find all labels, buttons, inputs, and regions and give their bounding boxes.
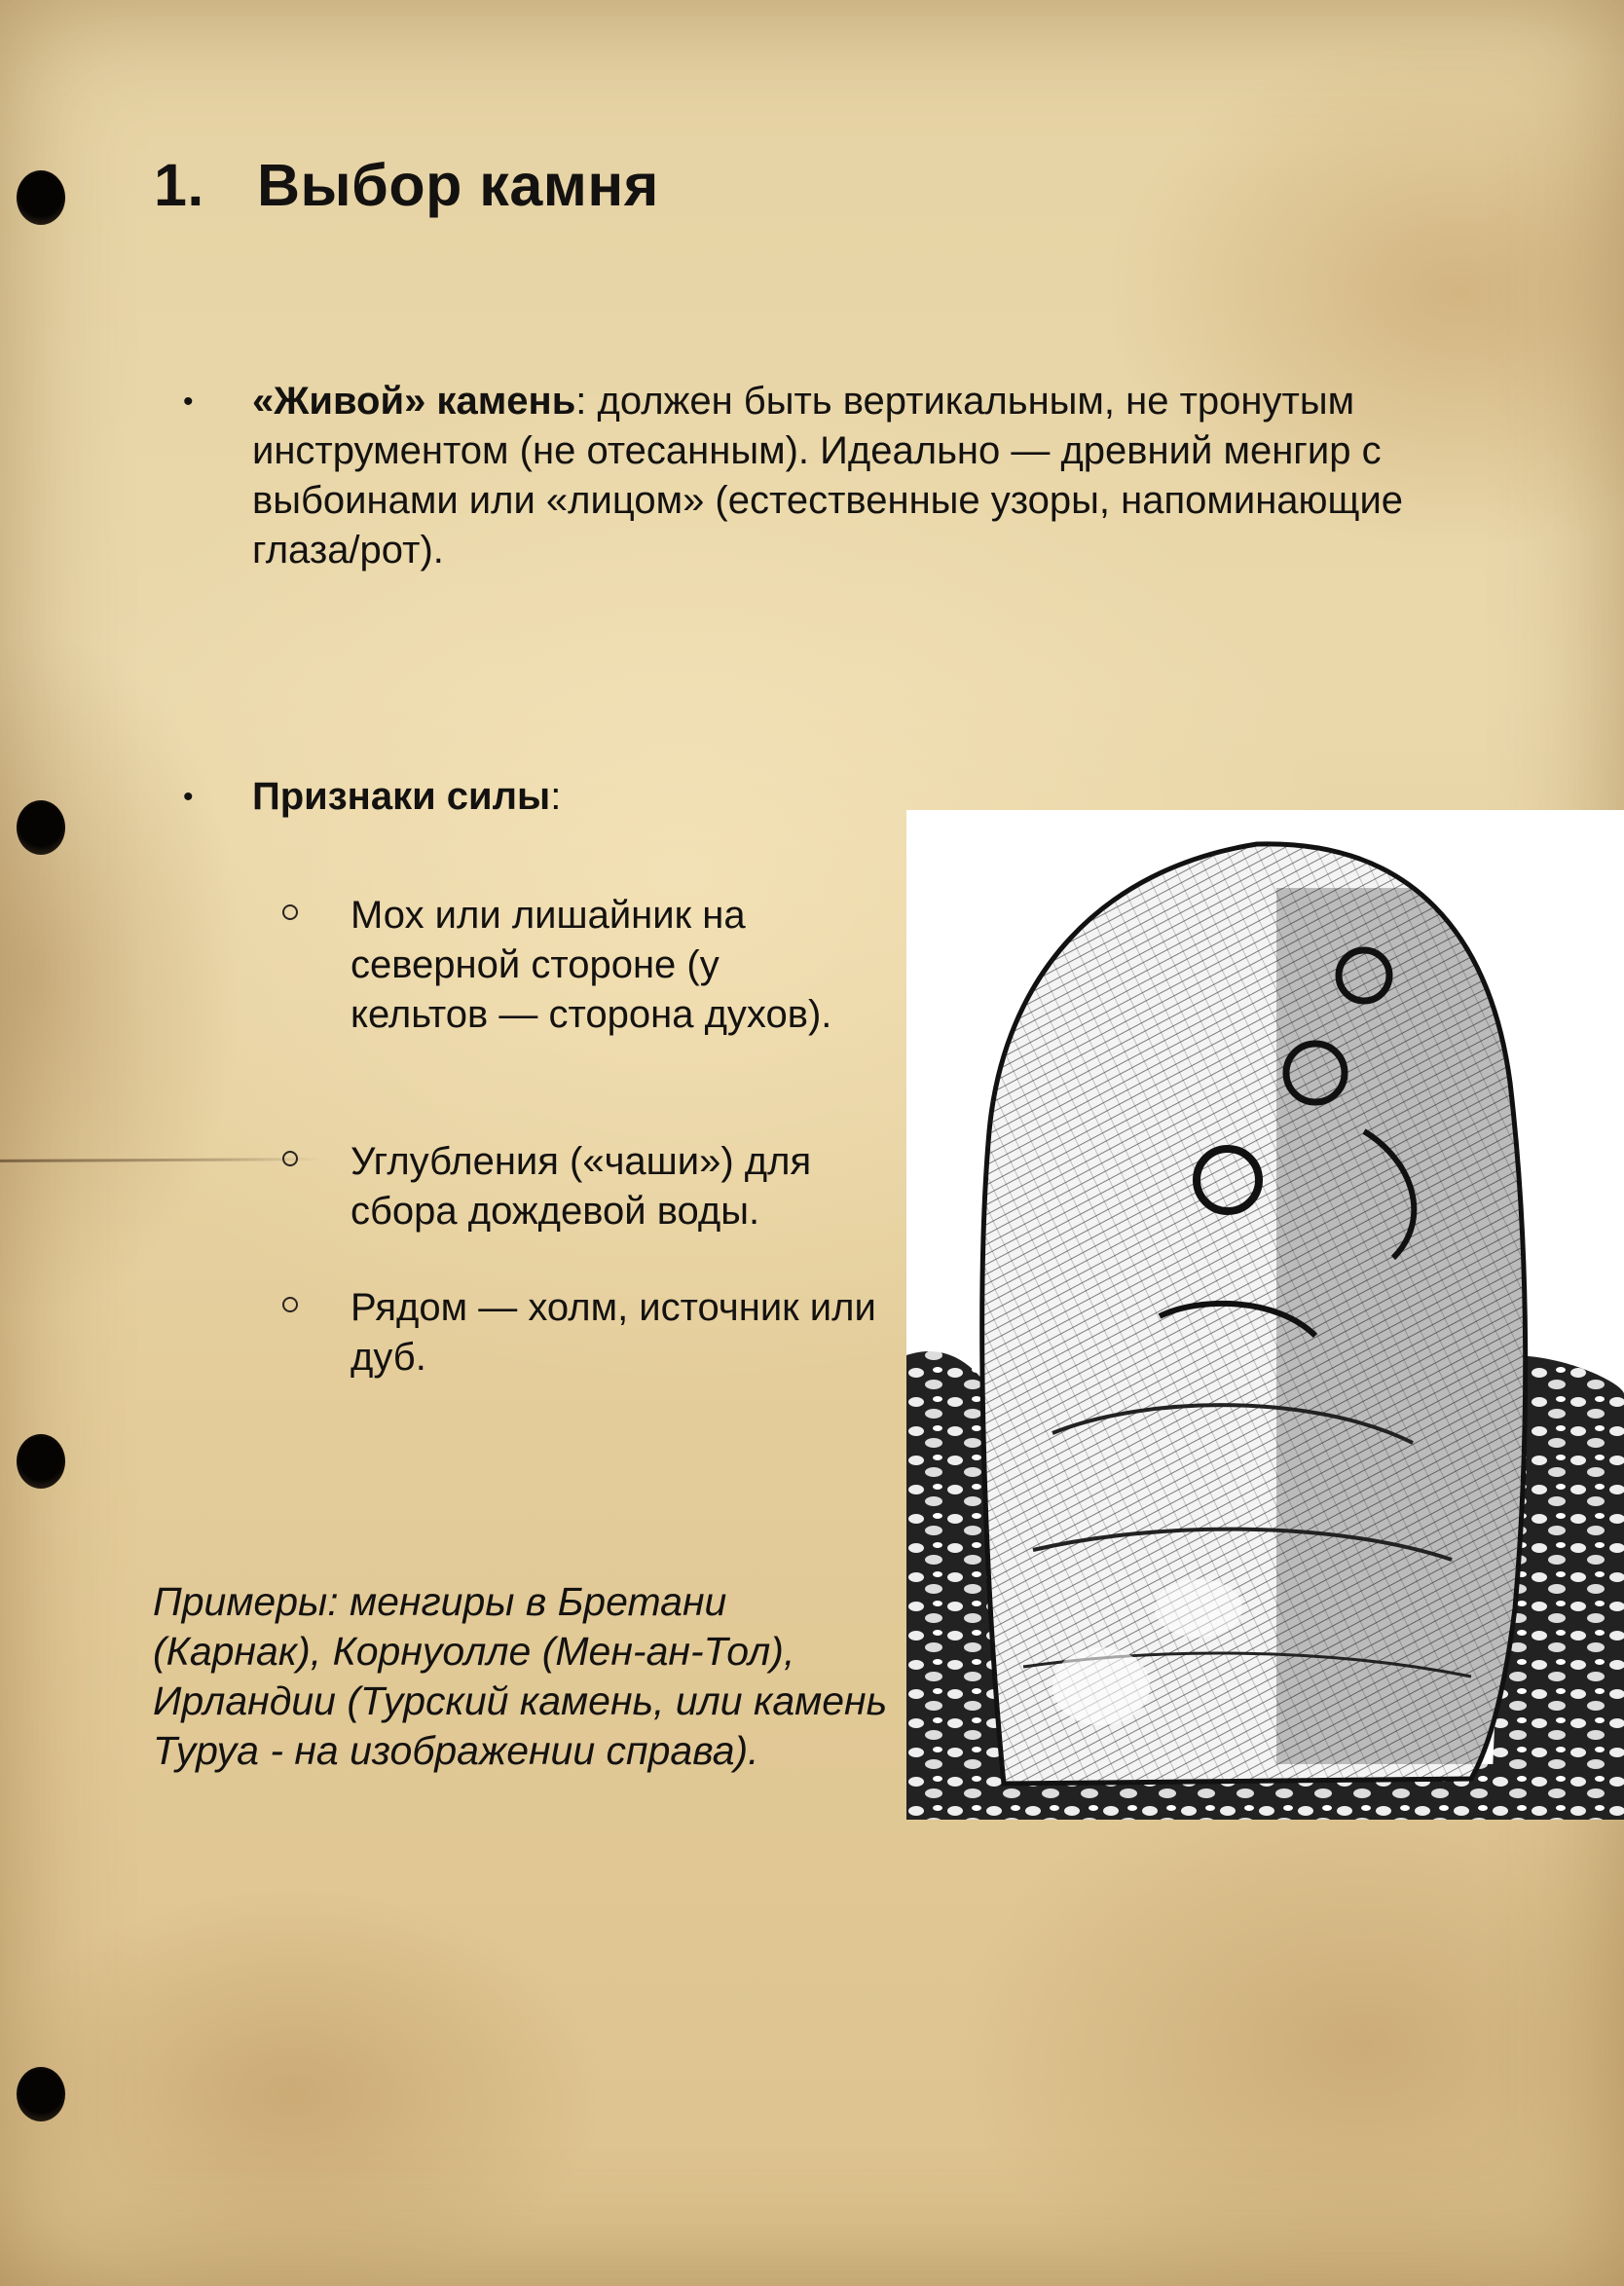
binder-hole-icon: [17, 1434, 65, 1489]
bullet-term: Признаки силы: [252, 775, 551, 818]
bullet-icon: •: [183, 781, 194, 813]
standing-stone-illustration: [906, 810, 1624, 1820]
heading-number: 1.: [154, 152, 204, 218]
list-item: [183, 377, 1459, 575]
bullet-term: «Живой» камень: [252, 380, 576, 423]
page-title: [154, 151, 659, 219]
list-item: [183, 772, 836, 822]
sub-list-item: [351, 1283, 896, 1383]
bullet-text: : должен быть вертикальным, не тронутым инструментом (не отесанным). Идеально — древний менгир с выбоинами или «лицом» (естественные узоры, напоминающие глаза/рот).: [252, 380, 1404, 572]
binder-hole-icon: [17, 2067, 65, 2121]
binder-hole-icon: [17, 800, 65, 855]
sub-list-item: [351, 1137, 876, 1236]
sub-item-text: Углубления («чаши») для сбора дождевой воды.: [351, 1140, 812, 1233]
circle-bullet-icon: [282, 1297, 298, 1312]
sub-item-text: Мох или лишайник на северной стороне (у кельтов — сторона духов).: [351, 894, 832, 1036]
circle-bullet-icon: [282, 1151, 298, 1166]
sub-item-text: Рядом — холм, источник или дуб.: [351, 1286, 876, 1379]
examples-caption: Примеры: менгиры в Бретани (Карнак), Корнуолле (Мен-ан-Тол), Ирландии (Турский камень, или камень Туруа - на изображении справа).: [153, 1579, 888, 1773]
standing-stone-image: [906, 810, 1624, 1820]
heading-title: Выбор камня: [257, 152, 659, 218]
binder-hole-icon: [17, 170, 65, 225]
sub-list-item: [351, 891, 857, 1040]
circle-bullet-icon: [282, 904, 298, 920]
bullet-icon: •: [183, 386, 194, 418]
paper-crease: [0, 1158, 321, 1162]
bullet-text: :: [550, 775, 562, 818]
